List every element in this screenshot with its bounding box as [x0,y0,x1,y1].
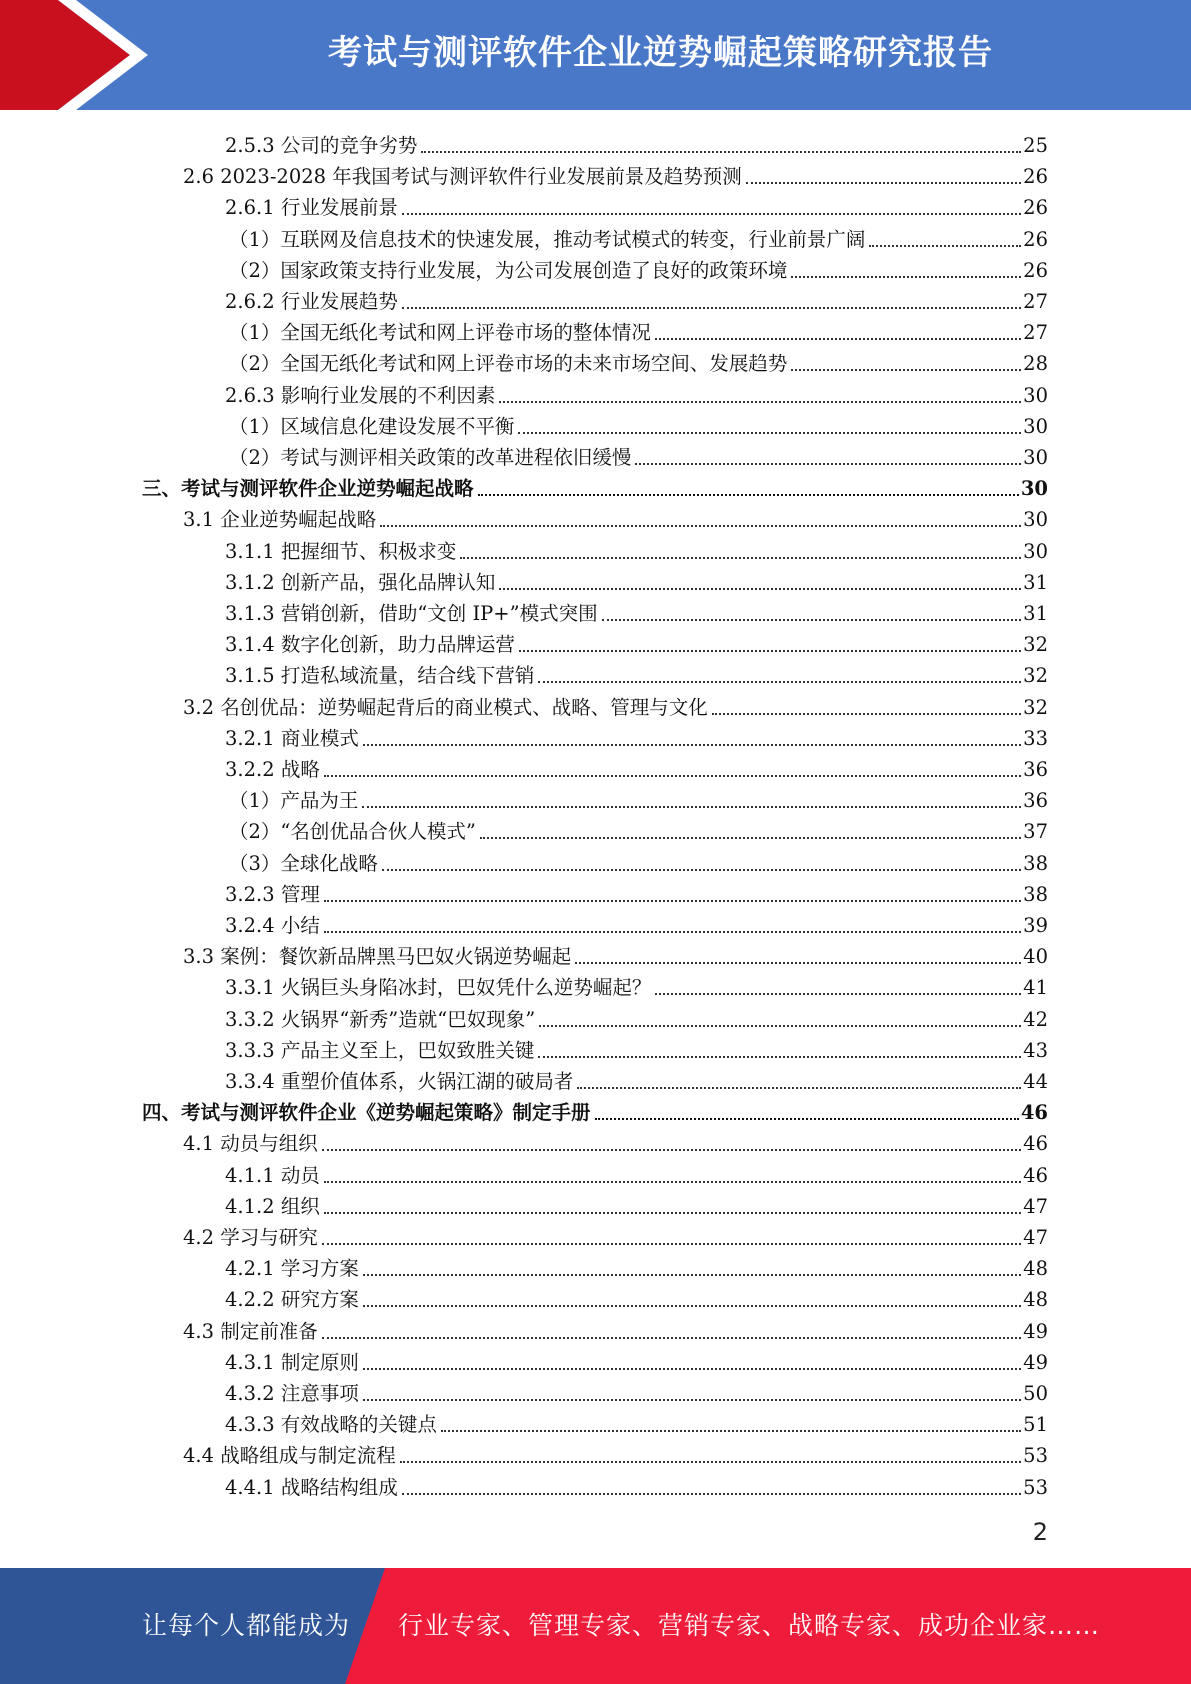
toc-dot-leader [712,713,1021,715]
toc-dot-leader [324,931,1021,933]
toc-entry-page: 46 [1020,1101,1048,1125]
toc-entry[interactable] [0,440,1048,471]
report-title: 考试与测评软件企业逆势崛起策略研究报告 [328,33,993,73]
toc-dot-leader [746,182,1021,184]
toc-entry[interactable] [0,908,1048,939]
toc-entry-title: 4.3.3 有效战略的关键点 [225,1413,437,1437]
header-arrow-decoration [0,0,180,110]
toc-entry[interactable] [0,471,1048,502]
toc-entry[interactable] [0,658,1048,689]
toc-entry[interactable] [0,1064,1048,1095]
toc-dot-leader [382,869,1021,871]
toc-entry[interactable] [0,1376,1048,1407]
toc-dot-leader [655,338,1021,340]
toc-dot-leader [322,1243,1021,1245]
toc-entry-title: 3.2 名创优品：逆势崛起背后的商业模式、战略、管理与文化 [183,695,708,719]
toc-entry[interactable] [0,1126,1048,1157]
toc-dot-leader [402,307,1021,309]
page-header [0,0,1191,110]
toc-entry[interactable] [0,565,1048,596]
toc-dot-leader [362,806,1021,808]
toc-entry-page: 30 [1023,414,1048,438]
toc-entry[interactable] [0,970,1048,1001]
toc-entry[interactable] [0,1282,1048,1313]
toc-entry-page: 30 [1023,383,1048,407]
toc-entry-page: 26 [1023,227,1048,251]
toc-entry[interactable] [0,315,1048,346]
toc-entry[interactable] [0,1407,1048,1438]
toc-entry-title: （2）考试与测评相关政策的改革进程依旧缓慢 [229,446,632,469]
toc-entry-page: 51 [1023,1413,1048,1437]
toc-entry-title: 3.3.3 产品主义至上，巴奴致胜关键 [225,1038,535,1062]
footer-slogan-right: 行业专家、管理专家、营销专家、战略专家、成功企业家…… [398,1611,1101,1640]
toc-entry[interactable] [0,378,1048,409]
toc-entry-page: 33 [1023,726,1048,750]
toc-entry-title: 3.1 企业逆势崛起战略 [183,508,377,532]
toc-entry-title: （2）“名创优品合伙人模式” [229,820,476,844]
toc-entry-page: 43 [1023,1038,1048,1062]
toc-entry-title: （1）全国无纸化考试和网上评卷市场的整体情况 [229,321,651,345]
toc-entry[interactable] [0,284,1048,315]
toc-entry[interactable] [0,190,1048,221]
toc-entry[interactable] [0,690,1048,721]
toc-entry-title: （1）区域信息化建设发展不平衡 [229,414,515,438]
toc-dot-leader [575,962,1021,964]
toc-dot-leader [518,432,1021,434]
toc-dot-leader [402,1493,1021,1495]
toc-entry-page: 46 [1023,1132,1048,1156]
toc-entry-title: 2.6.3 影响行业发展的不利因素 [225,383,496,407]
page-number: 2 [1032,1518,1048,1546]
toc-entry[interactable] [0,502,1048,533]
toc-dot-leader [539,1025,1021,1027]
toc-entry-page: 47 [1023,1194,1048,1218]
toc-dot-leader [322,1149,1021,1151]
toc-entry-page: 32 [1023,695,1048,719]
toc-dot-leader [460,557,1021,559]
toc-entry-title: 4.2.1 学习方案 [225,1257,359,1281]
toc-dot-leader [538,1056,1021,1058]
toc-entry[interactable] [0,1002,1048,1033]
toc-entry-page: 46 [1023,1163,1048,1187]
toc-entry-page: 44 [1023,1070,1048,1093]
toc-entry-title: 4.2.2 研究方案 [225,1288,359,1312]
toc-entry[interactable] [0,409,1048,440]
toc-entry[interactable] [0,1438,1048,1469]
toc-entry-title: 3.3.4 重塑价值体系，火锅江湖的破局者 [225,1070,574,1093]
toc-dot-leader [478,494,1019,496]
toc-entry[interactable] [0,346,1048,377]
toc-entry-page: 49 [1023,1350,1048,1374]
toc-entry[interactable] [0,783,1048,814]
toc-dot-leader [402,213,1021,215]
toc-entry-page: 30 [1020,477,1048,501]
toc-dot-leader [499,401,1021,403]
toc-entry[interactable] [0,752,1048,783]
toc-entry-page: 30 [1023,539,1048,563]
toc-entry[interactable] [0,939,1048,970]
toc-entry-page: 27 [1023,290,1048,313]
toc-entry[interactable] [0,1470,1048,1501]
toc-entry-title: 4.3 制定前准备 [183,1319,318,1343]
toc-dot-leader [324,1212,1021,1214]
toc-entry-page: 38 [1023,851,1048,875]
toc-entry[interactable] [0,253,1048,284]
toc-entry-page: 30 [1023,508,1048,532]
toc-entry-page: 32 [1023,633,1048,657]
toc-entry-page: 39 [1023,914,1048,937]
toc-dot-leader [869,245,1021,247]
toc-entry-page: 25 [1023,134,1048,157]
toc-dot-leader [791,369,1021,371]
toc-entry-page: 48 [1023,1288,1048,1312]
toc-dot-leader [602,619,1022,621]
toc-entry-title: 四、考试与测评软件企业《逆势崛起策略》制定手册 [142,1101,591,1125]
toc-entry-title: 3.2.4 小结 [225,914,320,937]
toc-entry-title: 2.6 2023-2028 年我国考试与测评软件行业发展前景及趋势预测 [183,165,742,189]
toc-entry-page: 31 [1023,570,1048,594]
toc-entry-title: 3.2.2 战略 [225,758,320,781]
toc-entry[interactable] [0,596,1048,627]
toc-entry-title: 3.3.2 火锅界“新秀”造就“巴奴现象” [225,1007,536,1031]
toc-entry[interactable] [0,1033,1048,1064]
toc-entry[interactable] [0,1158,1048,1189]
toc-entry-title: 4.1 动员与组织 [183,1132,318,1156]
toc-dot-leader [363,1368,1021,1370]
toc-entry-title: 3.1.4 数字化创新，助力品牌运营 [225,633,515,657]
toc-entry[interactable] [0,1220,1048,1251]
toc-dot-leader [324,1181,1021,1183]
toc-entry-title: 三、考试与测评软件企业逆势崛起战略 [142,477,474,501]
toc-entry-page: 27 [1023,321,1048,345]
toc-entry[interactable] [0,534,1048,565]
toc-entry-title: 4.4.1 战略结构组成 [225,1475,398,1499]
toc-entry[interactable] [0,128,1048,159]
toc-entry-page: 53 [1023,1475,1048,1499]
toc-entry-title: 2.5.3 公司的竞争劣势 [225,134,418,157]
toc-entry-page: 28 [1023,352,1048,376]
toc-dot-leader [421,151,1021,153]
toc-entry-title: 4.2 学习与研究 [183,1226,318,1249]
footer-slogan-left: 让每个人都能成为 [142,1611,351,1640]
toc-entry-title: 4.1.2 组织 [225,1194,320,1218]
toc-entry-title: 3.1.1 把握细节、积极求变 [225,539,457,563]
toc-dot-leader [363,1274,1021,1276]
toc-entry-title: 4.4 战略组成与制定流程 [183,1444,396,1468]
toc-entry-page: 41 [1023,976,1048,1000]
toc-entry[interactable] [0,1189,1048,1220]
toc-entry[interactable] [0,159,1048,190]
toc-entry[interactable] [0,1345,1048,1376]
toc-entry-title: （2）全国无纸化考试和网上评卷市场的未来市场空间、发展趋势 [229,352,788,376]
toc-entry-page: 26 [1023,196,1048,220]
toc-entry-title: 2.6.2 行业发展趋势 [225,290,398,313]
toc-entry-title: （2）国家政策支持行业发展，为公司发展创造了良好的政策环境 [229,258,788,282]
toc-dot-leader [324,900,1021,902]
toc-dot-leader [324,775,1021,777]
toc-entry[interactable] [0,222,1048,253]
toc-dot-leader [322,1337,1021,1339]
toc-dot-leader [363,1305,1021,1307]
toc-entry[interactable] [0,814,1048,845]
page-footer [0,1568,1191,1684]
toc-dot-leader [363,1399,1021,1401]
toc-entry-page: 38 [1023,882,1048,906]
toc-entry-page: 26 [1023,258,1048,282]
toc-entry-title: 3.1.2 创新产品，强化品牌认知 [225,570,496,594]
toc-entry-title: 3.3 案例：餐饮新品牌黑马巴奴火锅逆势崛起 [183,945,572,969]
toc-entry-title: 3.1.5 打造私域流量，结合线下营销 [225,664,535,688]
toc-entry-title: 3.1.3 营销创新，借助“文创 IP+”模式突围 [225,602,598,625]
toc-entry-title: 3.2.1 商业模式 [225,726,359,750]
toc-entry-page: 37 [1023,820,1048,844]
toc-entry-title: （3）全球化战略 [229,851,378,875]
toc-entry[interactable] [0,1095,1048,1126]
toc-dot-leader [635,463,1021,465]
toc-entry-title: （1）互联网及信息技术的快速发展，推动考试模式的转变，行业前景广阔 [229,227,866,251]
toc-dot-leader [480,837,1021,839]
toc-entry-page: 36 [1023,758,1048,781]
toc-entry-page: 36 [1023,789,1048,813]
toc-entry-page: 48 [1023,1257,1048,1281]
toc-entry-page: 49 [1023,1319,1048,1343]
toc-entry[interactable] [0,877,1048,908]
toc-entry-title: 3.3.1 火锅巨头身陷冰封，巴奴凭什么逆势崛起？ [225,976,652,1000]
toc-dot-leader [499,588,1021,590]
toc-entry-title: 4.3.2 注意事项 [225,1382,359,1405]
toc-entry-title: 4.1.1 动员 [225,1163,320,1187]
toc-dot-leader [363,744,1021,746]
toc-dot-leader [519,650,1021,652]
toc-entry-page: 30 [1023,446,1048,469]
toc-dot-leader [441,1430,1021,1432]
toc-entry[interactable] [0,1314,1048,1345]
toc-entry-page: 26 [1023,165,1048,189]
toc-entry-page: 31 [1023,602,1048,625]
toc-entry-page: 53 [1023,1444,1048,1468]
toc-entry-title: 3.2.3 管理 [225,882,320,906]
toc-entry-page: 47 [1023,1226,1048,1249]
toc-dot-leader [595,1118,1019,1120]
toc-dot-leader [655,993,1021,995]
toc-entry[interactable] [0,846,1048,877]
toc-dot-leader [538,681,1021,683]
toc-entry-title: 2.6.1 行业发展前景 [225,196,398,220]
toc-dot-leader [791,276,1021,278]
toc-entry-title: 4.3.1 制定原则 [225,1350,359,1374]
toc-dot-leader [577,1087,1021,1089]
toc-dot-leader [380,525,1021,527]
toc-entry[interactable] [0,1251,1048,1282]
toc-entry[interactable] [0,721,1048,752]
toc-entry-page: 32 [1023,664,1048,688]
toc-dot-leader [400,1461,1021,1463]
toc-entry-page: 50 [1023,1382,1048,1405]
toc-entry[interactable] [0,627,1048,658]
toc-entry-page: 40 [1023,945,1048,969]
toc-entry-title: （1）产品为王 [229,789,359,813]
toc-entry-page: 42 [1023,1007,1048,1031]
